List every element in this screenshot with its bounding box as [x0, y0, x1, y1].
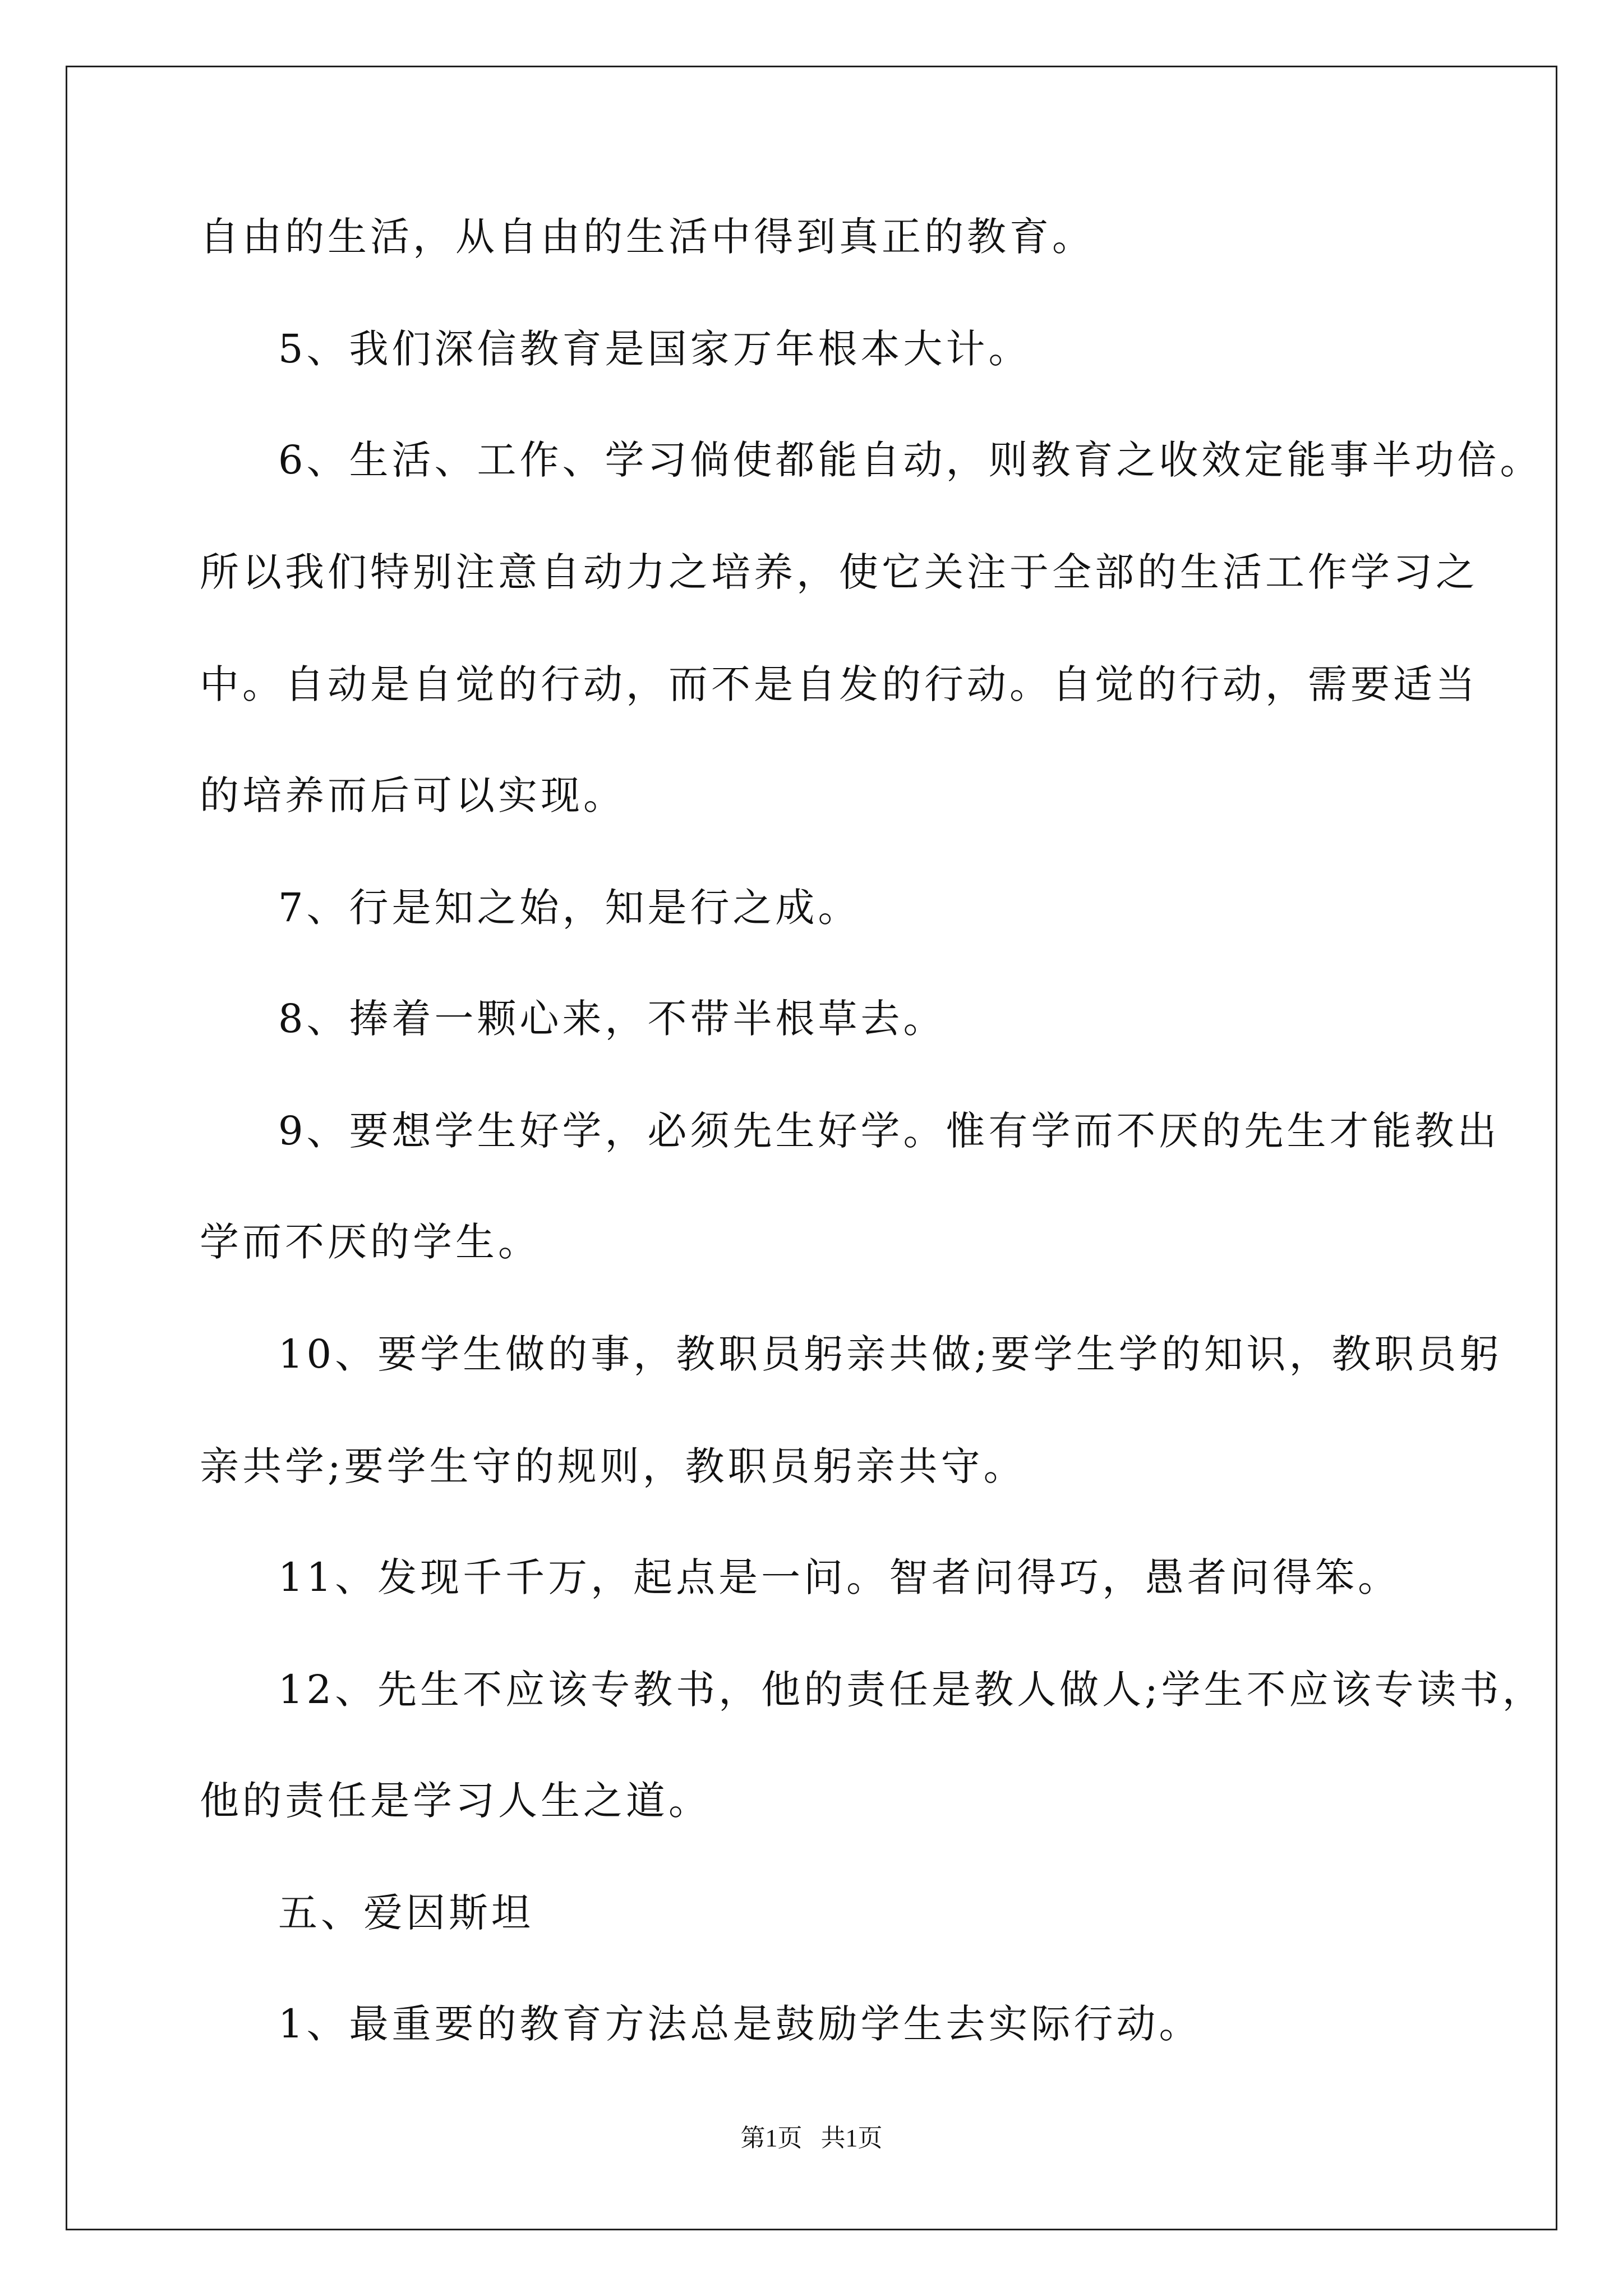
text-line: 12、先生不应该专教书，他的责任是教人做人;学生不应该专读书，	[278, 1667, 1545, 1713]
text-line: 5、我们深信教育是国家万年根本大计。	[278, 326, 1031, 372]
text-line: 7、行是知之始，知是行之成。	[278, 885, 861, 931]
text-line: 所以我们特别注意自动力之培养，使它关注于全部的生活工作学习之	[200, 549, 1478, 595]
text-line: 的培养而后可以实现。	[200, 772, 626, 818]
text-line: 亲共学;要学生守的规则，教职员躬亲共守。	[200, 1443, 1026, 1489]
text-line: 8、捧着一颗心来，不带半根草去。	[278, 996, 946, 1042]
text-line: 他的责任是学习人生之道。	[200, 1778, 711, 1824]
text-line: 11、发现千千万，起点是一问。智者问得巧，愚者问得笨。	[278, 1554, 1401, 1600]
text-line: 学而不厌的学生。	[200, 1219, 541, 1265]
text-line: 中。自动是自觉的行动，而不是自发的行动。自觉的行动，需要适当	[200, 661, 1478, 707]
text-line: 6、生活、工作、学习倘使都能自动，则教育之收效定能事半功倍。	[278, 437, 1543, 483]
text-line: 10、要学生做的事，教职员躬亲共做;要学生学的知识，教职员躬	[278, 1331, 1502, 1377]
section-heading: 五、爱因斯坦	[278, 1890, 534, 1936]
page-number-footer: 第1页 共1页	[740, 2124, 883, 2152]
text-line: 9、要想学生好学，必须先生好学。惟有学而不厌的先生才能教出	[278, 1108, 1500, 1154]
text-line: 自由的生活，从自由的生活中得到真正的教育。	[200, 214, 1095, 260]
text-line: 1、最重要的教育方法总是鼓励学生去实际行动。	[278, 2001, 1202, 2047]
